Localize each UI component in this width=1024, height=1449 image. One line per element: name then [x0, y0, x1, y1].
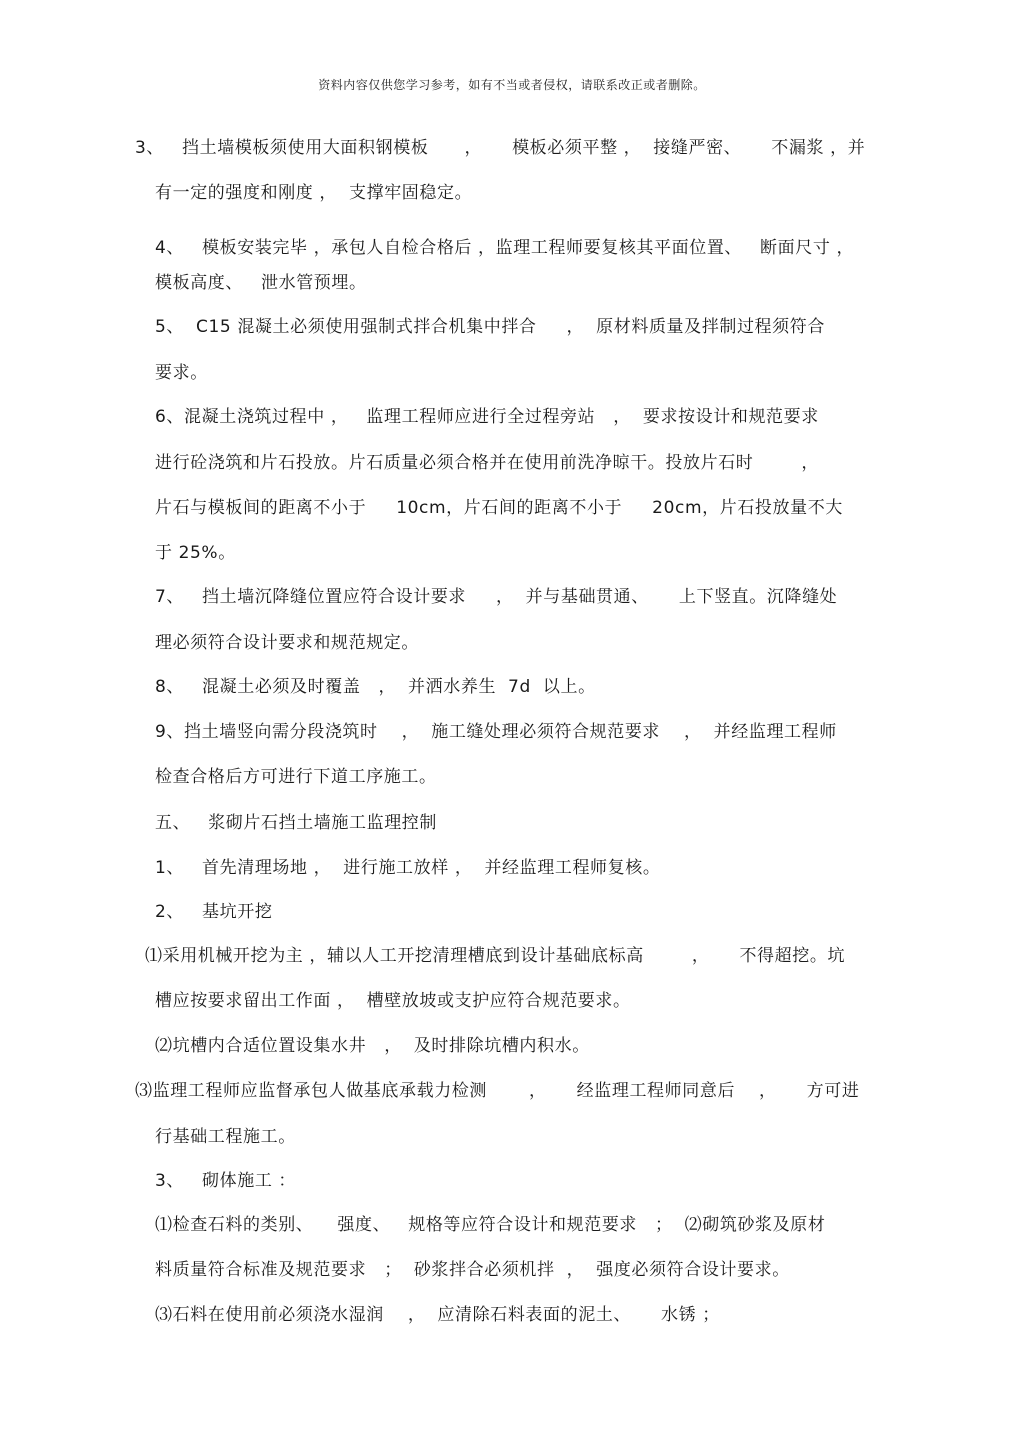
text-line: 有一定的强度和刚度 ， 支撑牢固稳定。 — [155, 183, 473, 203]
text-line: 行基础工程施工。 — [155, 1127, 296, 1147]
text-line: ⑵坑槽内合适位置设集水井 ， 及时排除坑槽内积水。 — [155, 1036, 590, 1056]
text-line: 槽应按要求留出工作面 ， 槽壁放坡或支护应符合规范要求。 — [155, 991, 631, 1011]
text-line: 8、 混凝土必须及时覆盖 ， 并洒水养生 7d 以上。 — [155, 677, 596, 697]
text-line: 进行砼浇筑和片石投放。片石质量必须合格并在使用前洗净晾干。投放片石时 ， — [155, 453, 820, 473]
text-line: 料质量符合标准及规范要求 ； 砂浆拌合必须机拌 ， 强度必须符合设计要求。 — [155, 1260, 790, 1280]
text-line: 1、 首先清理场地 ， 进行施工放样 ， 并经监理工程师复核。 — [155, 858, 661, 878]
text-line: 6、混凝土浇筑过程中 ， 监理工程师应进行全过程旁站 ， 要求按设计和规范要求 — [155, 407, 819, 427]
text-line: 2、 基坑开挖 — [155, 902, 273, 922]
section-heading: 五、 浆砌片石挡土墙施工监理控制 — [155, 813, 438, 833]
text-line: 3、 挡土墙模板须使用大面积钢模板 ， 模板必须平整 ， 接缝严密、 不漏浆 ，并 — [135, 138, 866, 158]
text-line: 片石与模板间的距离不小于 10cm，片石间的距离不小于 20cm，片石投放量不大 — [155, 498, 843, 518]
text-line: 9、挡土墙竖向需分段浇筑时 ， 施工缝处理必须符合规范要求 ， 并经监理工程师 — [155, 722, 837, 742]
text-line: 于 25%。 — [155, 543, 236, 563]
text-line: ⑶石料在使用前必须浇水湿润 ， 应清除石料表面的泥土、 水锈 ； — [155, 1305, 720, 1325]
header-disclaimer: 资料内容仅供您学习参考，如有不当或者侵权，请联系改正或者删除。 — [318, 78, 706, 92]
text-line: 5、 C15 混凝土必须使用强制式拌合机集中拌合 ， 原材料质量及拌制过程须符合 — [155, 317, 825, 337]
text-line: 模板高度、 泄水管预埋。 — [155, 273, 367, 293]
text-line: 7、 挡土墙沉降缝位置应符合设计要求 ， 并与基础贯通、 上下竖直。沉降缝处 — [155, 587, 838, 607]
text-line: ⑶监理工程师应监督承包人做基底承载力检测 ， 经监理工程师同意后 ， 方可进 — [135, 1081, 860, 1101]
text-line: 4、 模板安装完毕 ，承包人自检合格后 ，监理工程师要复核其平面位置、 断面尺寸 ， — [155, 238, 855, 258]
text-line: ⑴检查石料的类别、 强度、 规格等应符合设计和规范要求 ； ⑵砌筑砂浆及原材 — [155, 1215, 826, 1235]
text-line: 检查合格后方可进行下道工序施工。 — [155, 767, 437, 787]
text-line: ⑴采用机械开挖为主 ，辅以人工开挖清理槽底到设计基础底标高 ， 不得超挖。坑 — [145, 946, 846, 966]
text-line: 3、 砌体施工 ： — [155, 1171, 297, 1191]
text-line: 理必须符合设计要求和规范规定。 — [155, 633, 419, 653]
text-line: 要求。 — [155, 363, 208, 383]
